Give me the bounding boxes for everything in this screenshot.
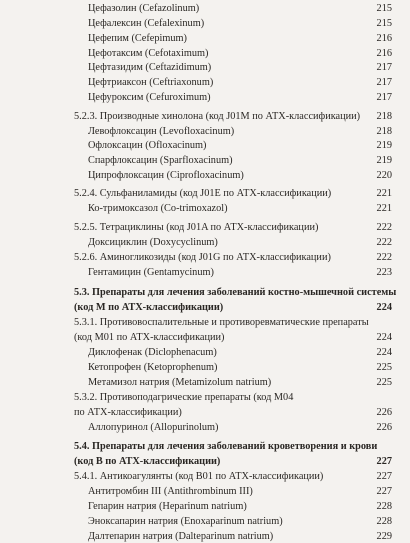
- toc-entry-page: 221: [376, 203, 392, 214]
- toc-entry-page: 217: [376, 77, 392, 88]
- toc-entry-title: 5.2.4. Сульфаниламиды (код J01E по АТХ-классификации): [74, 188, 332, 199]
- toc-entry-page: 227: [376, 471, 392, 482]
- toc-entry-page: 227: [376, 456, 392, 467]
- toc-entry-page: 223: [376, 267, 392, 278]
- toc-entry-title: по АТХ-классификации): [74, 407, 182, 418]
- toc-entry-page: 216: [376, 33, 392, 44]
- toc-entry-title: Антитромбин III (Antithrombinum III): [88, 486, 253, 497]
- toc-entry-page: 218: [376, 126, 392, 137]
- toc-entry-title: Эноксапарин натрия (Enoxaparinum natrium): [88, 516, 283, 527]
- toc-entry-title: Цефтазидим (Ceftazidimum): [88, 62, 212, 73]
- toc-entry-page: 217: [376, 92, 392, 103]
- toc-entry-page: 224: [376, 347, 392, 358]
- toc-entry-title: 5.2.6. Аминогликозиды (код J01G по АТХ-классификации): [74, 252, 331, 263]
- toc-entry-title: Цефепим (Cefepimum): [88, 33, 187, 44]
- toc-entry-title: Диклофенак (Diclophenacum): [88, 347, 217, 358]
- toc-entry-title: (код M01 по АТХ-классификации): [74, 332, 225, 343]
- toc-entry-page: 219: [376, 155, 392, 166]
- toc-entry-title: Цефалексин (Cefalexinum): [88, 18, 205, 29]
- toc-entry-page: 225: [376, 362, 392, 373]
- toc-entry-page: 217: [376, 62, 392, 73]
- toc-entry-title: Далтепарин натрия (Dalteparinum natrium): [88, 531, 274, 542]
- toc-entry-page: 221: [376, 188, 392, 199]
- toc-entry-page: 225: [376, 377, 392, 388]
- toc-entry-title: Доксициклин (Doxycyclinum): [88, 237, 218, 248]
- toc-entry-page: 226: [376, 422, 392, 433]
- toc-entry-title: Цефазолин (Cefazolinum): [88, 3, 200, 14]
- toc-entry-title: Цефотаксим (Cefotaximum): [88, 48, 209, 59]
- toc-entry-title: Левофлоксацин (Levofloxacinum): [88, 126, 235, 137]
- toc-entry-page: 219: [376, 140, 392, 151]
- toc-entry-page: 222: [376, 252, 392, 263]
- toc-entry-page: 218: [376, 111, 392, 122]
- toc-entry-title: Цефтриаксон (Ceftriaxonum): [88, 77, 214, 88]
- toc-entry-title: Ко-тримоксазол (Co-trimoxazol): [88, 203, 228, 214]
- toc-entry-page: 220: [376, 170, 392, 181]
- toc-entry-page: 228: [376, 501, 392, 512]
- toc-entry-title: 5.3.2. Противоподагрические препараты (код M04: [74, 392, 294, 403]
- toc-entry-page: 227: [376, 486, 392, 497]
- toc-entry-title: Цефуроксим (Cefuroximum): [88, 92, 211, 103]
- toc-entry-title: Метамизол натрия (Metamizolum natrium): [88, 377, 272, 388]
- toc-entry-title: 5.3. Препараты для лечения заболеваний костно-мышечной системы: [74, 287, 397, 298]
- toc-entry-title: 5.4. Препараты для лечения заболеваний кроветворения и крови: [74, 441, 378, 452]
- toc-entry-title: (код В по АТХ-классификации): [74, 456, 221, 467]
- toc-entry-page: 222: [376, 222, 392, 233]
- toc-entry-title: (код М по АТХ-классификации): [74, 302, 224, 313]
- toc-entry-page: 216: [376, 48, 392, 59]
- toc-entry-title: 5.2.5. Тетрациклины (код J01A по АТХ-классификации): [74, 222, 319, 233]
- toc-entry-title: Гепарин натрия (Heparinum natrium): [88, 501, 247, 512]
- toc-entry-title: 5.4.1. Антикоагулянты (код B01 по АТХ-классификации): [74, 471, 324, 482]
- toc-entry-title: Кетопрофен (Ketoprophenum): [88, 362, 218, 373]
- toc-entry-title: Аллопуринол (Allopurinolum): [88, 422, 219, 433]
- toc-entry-title: Офлоксацин (Ofloxacinum): [88, 140, 207, 151]
- toc-entry-page: 222: [376, 237, 392, 248]
- toc-entry-page: 228: [376, 516, 392, 527]
- toc-entry-page: 226: [376, 407, 392, 418]
- toc-entry-title: 5.3.1. Противовоспалительные и противоревматические препараты: [74, 317, 369, 328]
- toc-entry-page: 224: [376, 332, 392, 343]
- toc-entry-title: 5.2.3. Производные хинолона (код J01M по АТХ-классификации): [74, 111, 361, 122]
- toc-entry-title: Спарфлоксацин (Sparfloxacinum): [88, 155, 233, 166]
- toc-entry-page: 215: [376, 18, 392, 29]
- toc-entry-title: Ципрофлоксацин (Ciprofloxacinum): [88, 170, 244, 181]
- toc-entry-title: Гентамицин (Gentamycinum): [88, 267, 214, 278]
- toc-entry-page: 224: [376, 302, 392, 313]
- toc-entry-page: 229: [376, 531, 392, 542]
- toc-entry-page: 215: [376, 3, 392, 14]
